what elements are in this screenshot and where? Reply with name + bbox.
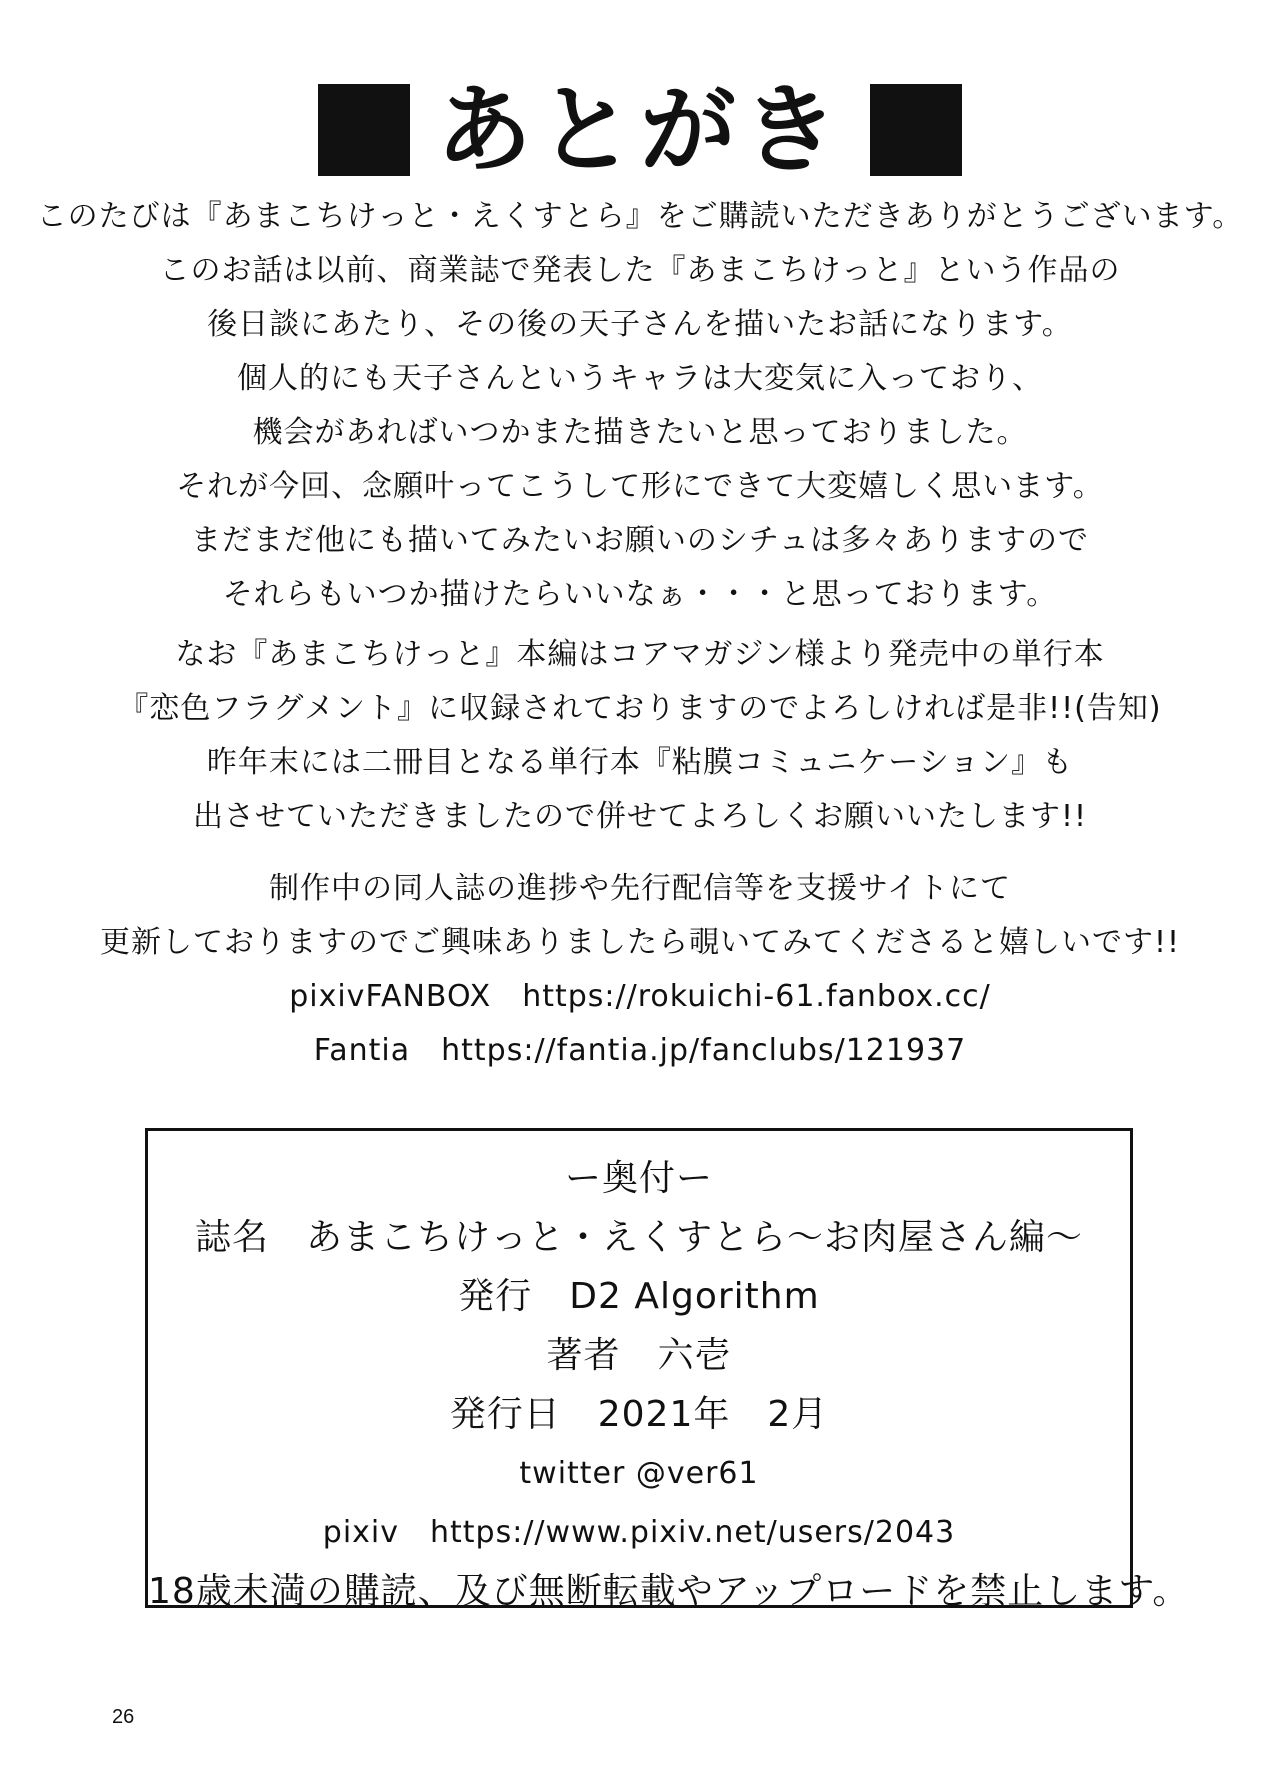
colophon-author: 著者 六壱	[546, 1335, 732, 1376]
afterword-paragraph-2	[0, 628, 1280, 844]
afterword-paragraph-1	[0, 190, 1280, 622]
colophon-pixiv: pixiv https://www.pixiv.net/users/2043	[322, 1515, 956, 1550]
afterword-title	[0, 70, 1280, 190]
text-line: 個人的にも天子さんというキャラは大変気に入っており、	[237, 361, 1043, 396]
page-number: 26	[112, 1706, 135, 1728]
text-line: 昨年末には二冊目となる単行本『粘膜コミュニケーション』も	[206, 745, 1074, 780]
text-line: このお話は以前、商業誌で発表した『あまこちけっと』という作品の	[159, 253, 1121, 288]
text-line: 機会があればいつかまた描きたいと思っておりました。	[252, 415, 1028, 450]
text-line: 『恋色フラグメント』に収録されておりますのでよろしければ是非!!(告知)	[118, 691, 1162, 726]
fantia-link: Fantia https://fantia.jp/fanclubs/121937	[313, 1033, 967, 1068]
text-line: 出させていただきましたので併せてよろしくお願いいたします!!	[192, 799, 1088, 834]
colophon-twitter: twitter @ver61	[519, 1456, 759, 1491]
afterword-paragraph-3	[0, 862, 1280, 1078]
colophon-lines	[148, 1149, 1190, 1621]
colophon-title: 誌名 あまこちけっと・えくすとら～お肉屋さん編～	[194, 1217, 1083, 1258]
text-line: このたびは『あまこちけっと・えくすとら』をご購読いただきありがとうございます。	[36, 199, 1244, 234]
colophon-notice: 18歳未満の購読、及び無断転載やアップロードを禁止します。	[148, 1571, 1190, 1612]
fanbox-link: pixivFANBOX https://rokuichi-61.fanbox.cc/	[289, 979, 991, 1014]
colophon-heading: ー奥付ー	[564, 1158, 713, 1199]
text-line: それらもいつか描けたらいいなぁ・・・と思っております。	[222, 577, 1058, 612]
colophon-date: 発行日 2021年 2月	[449, 1394, 829, 1435]
text-line: 後日談にあたり、その後の天子さんを描いたお話になります。	[207, 307, 1073, 342]
text-line: なお『あまこちけっと』本編はコアマガジン様より発売中の単行本	[175, 637, 1105, 672]
right-black-square	[870, 84, 962, 176]
left-black-square	[318, 84, 410, 176]
text-line: 制作中の同人誌の進捗や先行配信等を支援サイトにて	[269, 871, 1011, 906]
colophon-box	[145, 1128, 1190, 1612]
title-text: あとがき	[436, 74, 844, 186]
text-line: 更新しておりますのでご興味ありましたら覗いてみてくださると嬉しいです!!	[99, 925, 1181, 960]
colophon-publisher: 発行 D2 Algorithm	[458, 1276, 820, 1317]
text-line: まだまだ他にも描いてみたいお願いのシチュは多々ありますので	[190, 523, 1090, 558]
text-line: それが今回、念願叶ってこうして形にできて大変嬉しく思います。	[176, 469, 1104, 504]
